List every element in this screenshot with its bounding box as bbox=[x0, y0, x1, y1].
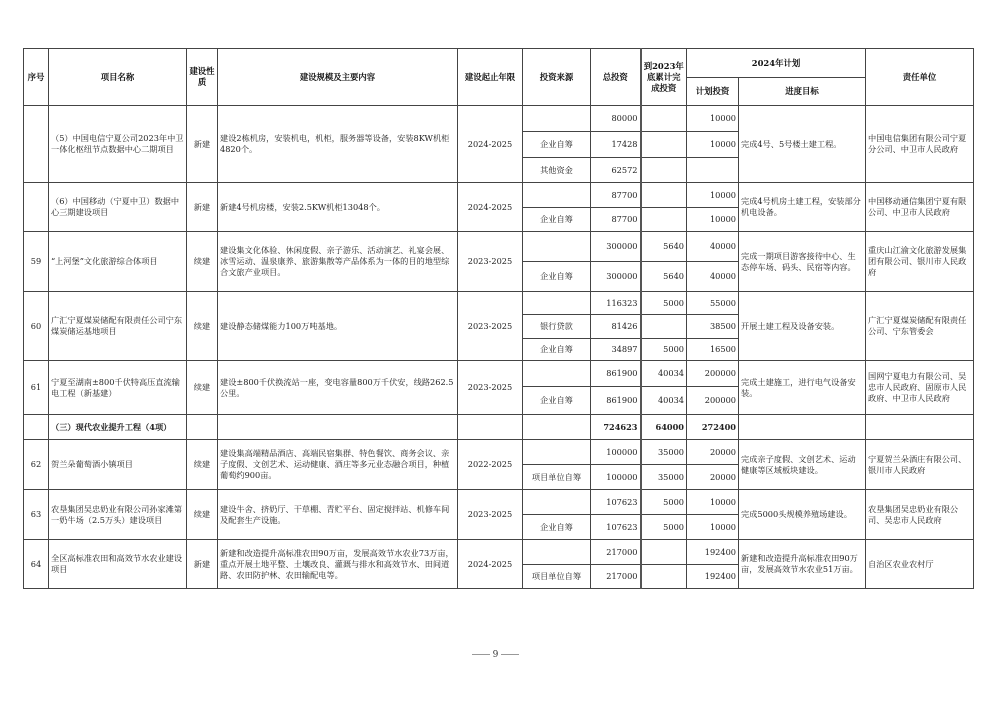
row-source bbox=[523, 183, 591, 208]
row-source bbox=[523, 232, 591, 262]
section-title: （三）现代农业提升工程（4项） bbox=[49, 415, 187, 440]
row-source: 银行贷款 bbox=[523, 315, 591, 339]
row-cumulative: 40034 bbox=[641, 361, 687, 387]
row-total: 62572 bbox=[591, 158, 641, 183]
row-plan: 10000 bbox=[687, 208, 739, 232]
section-row bbox=[24, 415, 974, 440]
row-cumulative bbox=[641, 208, 687, 232]
row-nature: 续建 bbox=[187, 361, 218, 415]
row-progress: 新建和改造提升高标准农田90万亩，发展高效节水农业51万亩。 bbox=[739, 540, 866, 589]
row-plan bbox=[687, 158, 739, 183]
page-number: 9 bbox=[492, 650, 499, 660]
row-cumulative: 5000 bbox=[641, 515, 687, 540]
row-source bbox=[523, 292, 591, 315]
row-total: 17428 bbox=[591, 132, 641, 158]
row-seq: 61 bbox=[24, 361, 49, 415]
row-progress: 开展土建工程及设备安装。 bbox=[739, 292, 866, 361]
row-total: 80000 bbox=[591, 106, 641, 132]
row-name: 农垦集团吴忠奶业有限公司孙家滩第一奶牛场（2.5万头）建设项目 bbox=[49, 490, 187, 540]
row-progress: 完成土建施工，进行电气设备安装。 bbox=[739, 361, 866, 415]
row-source: 项目单位自筹 bbox=[523, 465, 591, 490]
table-row bbox=[24, 440, 974, 465]
row-name: “上河堡”文化旅游综合体项目 bbox=[49, 232, 187, 292]
row-plan: 40000 bbox=[687, 232, 739, 262]
header-content: 建设规模及主要内容 bbox=[218, 49, 458, 106]
row-source: 企业自筹 bbox=[523, 515, 591, 540]
row-total: 81426 bbox=[591, 315, 641, 339]
row-total: 100000 bbox=[591, 465, 641, 490]
row-content: 建设2栋机房，安装机电，机柜，服务器等设备，安装8KW机柜4820个。 bbox=[218, 106, 458, 183]
row-progress: 完成4号机房土建工程，安装部分机电设备。 bbox=[739, 183, 866, 232]
row-total: 116323 bbox=[591, 292, 641, 315]
row-plan: 200000 bbox=[687, 361, 739, 387]
table-row bbox=[24, 490, 974, 515]
row-nature: 续建 bbox=[187, 490, 218, 540]
row-source: 其他资金 bbox=[523, 158, 591, 183]
row-plan: 200000 bbox=[687, 387, 739, 415]
header-plan-invest: 计划投资 bbox=[687, 78, 739, 106]
row-cumulative bbox=[641, 132, 687, 158]
row-plan: 10000 bbox=[687, 490, 739, 515]
table-row bbox=[24, 232, 974, 262]
row-plan: 55000 bbox=[687, 292, 739, 315]
row-period: 2023-2025 bbox=[458, 490, 523, 540]
row-plan: 10000 bbox=[687, 132, 739, 158]
row-source: 企业自筹 bbox=[523, 208, 591, 232]
section-total: 724623 bbox=[591, 415, 641, 440]
row-cumulative: 5000 bbox=[641, 292, 687, 315]
table-row bbox=[24, 292, 974, 315]
row-seq bbox=[24, 183, 49, 232]
row-total: 217000 bbox=[591, 565, 641, 589]
row-progress: 完成一期项目游客接待中心、生态停车场、码头、民宿等内容。 bbox=[739, 232, 866, 292]
row-name: （6）中国移动（宁夏中卫）数据中心三期建设项目 bbox=[49, 183, 187, 232]
row-source: 项目单位自筹 bbox=[523, 565, 591, 589]
row-plan: 10000 bbox=[687, 106, 739, 132]
row-nature: 续建 bbox=[187, 440, 218, 490]
row-total: 300000 bbox=[591, 232, 641, 262]
row-plan: 16500 bbox=[687, 339, 739, 361]
row-name: 全区高标准农田和高效节水农业建设项目 bbox=[49, 540, 187, 589]
header-name: 项目名称 bbox=[49, 49, 187, 106]
row-unit: 宁夏贺兰朵酒庄有限公司、银川市人民政府 bbox=[866, 440, 974, 490]
header-source: 投资来源 bbox=[523, 49, 591, 106]
row-nature: 续建 bbox=[187, 232, 218, 292]
row-unit: 国网宁夏电力有限公司、吴忠市人民政府、固原市人民政府、中卫市人民政府 bbox=[866, 361, 974, 415]
row-source: 企业自筹 bbox=[523, 387, 591, 415]
row-content: 建设牛舍、挤奶厅、干草棚、青贮平台、固定搅拌站、机修车间及配套生产设施。 bbox=[218, 490, 458, 540]
row-source: 企业自筹 bbox=[523, 339, 591, 361]
row-total: 861900 bbox=[591, 361, 641, 387]
header-unit: 责任单位 bbox=[866, 49, 974, 106]
header-nature: 建设性质 bbox=[187, 49, 218, 106]
row-nature: 新建 bbox=[187, 106, 218, 183]
header-period: 建设起止年限 bbox=[458, 49, 523, 106]
row-cumulative: 35000 bbox=[641, 440, 687, 465]
row-plan: 10000 bbox=[687, 515, 739, 540]
row-total: 107623 bbox=[591, 515, 641, 540]
row-source bbox=[523, 490, 591, 515]
page-footer bbox=[0, 650, 991, 660]
table-row bbox=[24, 106, 974, 132]
row-plan: 192400 bbox=[687, 565, 739, 589]
header-plan2024: 2024年计划 bbox=[687, 49, 866, 78]
row-name: 贺兰朵葡萄酒小镇项目 bbox=[49, 440, 187, 490]
row-cumulative bbox=[641, 106, 687, 132]
row-total: 100000 bbox=[591, 440, 641, 465]
row-seq: 62 bbox=[24, 440, 49, 490]
row-source bbox=[523, 106, 591, 132]
row-cumulative bbox=[641, 565, 687, 589]
row-cumulative: 5640 bbox=[641, 262, 687, 292]
row-progress: 完成4号、5号楼土建工程。 bbox=[739, 106, 866, 183]
row-cumulative: 5000 bbox=[641, 339, 687, 361]
row-plan: 40000 bbox=[687, 262, 739, 292]
header-seq: 序号 bbox=[24, 49, 49, 106]
row-plan: 38500 bbox=[687, 315, 739, 339]
row-cumulative bbox=[641, 158, 687, 183]
footer-dash-left bbox=[472, 654, 490, 655]
row-plan: 192400 bbox=[687, 540, 739, 565]
row-unit: 重庆山江渝文化旅游发展集团有限公司、银川市人民政府 bbox=[866, 232, 974, 292]
row-source: 企业自筹 bbox=[523, 262, 591, 292]
row-cumulative: 40034 bbox=[641, 387, 687, 415]
table-row bbox=[24, 540, 974, 565]
row-cumulative: 5000 bbox=[641, 490, 687, 515]
row-period: 2024-2025 bbox=[458, 540, 523, 589]
row-total: 300000 bbox=[591, 262, 641, 292]
row-source: 企业自筹 bbox=[523, 132, 591, 158]
header-total: 总投资 bbox=[591, 49, 641, 106]
row-period: 2024-2025 bbox=[458, 106, 523, 183]
row-period: 2024-2025 bbox=[458, 183, 523, 232]
section-cumulative: 64000 bbox=[641, 415, 687, 440]
row-period: 2023-2025 bbox=[458, 292, 523, 361]
row-cumulative bbox=[641, 183, 687, 208]
row-cumulative: 35000 bbox=[641, 465, 687, 490]
row-nature: 新建 bbox=[187, 183, 218, 232]
row-nature: 新建 bbox=[187, 540, 218, 589]
row-total: 107623 bbox=[591, 490, 641, 515]
section-plan: 272400 bbox=[687, 415, 739, 440]
row-seq: 59 bbox=[24, 232, 49, 292]
row-source bbox=[523, 540, 591, 565]
header-progress: 进度目标 bbox=[739, 78, 866, 106]
row-total: 861900 bbox=[591, 387, 641, 415]
row-content: 建设±800千伏换流站一座，变电容量800万千伏安，线路262.5公里。 bbox=[218, 361, 458, 415]
row-progress: 完成5000头规模养殖场建设。 bbox=[739, 490, 866, 540]
row-progress: 完成亲子度假、文创艺术、运动健康等区域板块建设。 bbox=[739, 440, 866, 490]
row-unit: 广汇宁夏煤炭储配有限责任公司、宁东管委会 bbox=[866, 292, 974, 361]
row-unit: 中国电信集团有限公司宁夏分公司、中卫市人民政府 bbox=[866, 106, 974, 183]
header-cumulative: 到2023年底累计完成投资 bbox=[641, 49, 687, 106]
row-name: （5）中国电信宁夏公司2023年中卫一体化枢纽节点数据中心二期项目 bbox=[49, 106, 187, 183]
row-unit: 中国移动通信集团宁夏有限公司、中卫市人民政府 bbox=[866, 183, 974, 232]
row-content: 新建4号机房楼，安装2.5KW机柜13048个。 bbox=[218, 183, 458, 232]
row-total: 217000 bbox=[591, 540, 641, 565]
table-row bbox=[24, 183, 974, 208]
row-total: 87700 bbox=[591, 208, 641, 232]
row-content: 建设集文化体验、休闲度假、亲子游乐、活动演艺、礼宴会展、冰雪运动、温泉康养、旅游集散等产品体系为一体的目的地型综合文旅产业项目。 bbox=[218, 232, 458, 292]
row-total: 34897 bbox=[591, 339, 641, 361]
row-cumulative: 5640 bbox=[641, 232, 687, 262]
row-seq: 64 bbox=[24, 540, 49, 589]
row-source bbox=[523, 440, 591, 465]
row-seq bbox=[24, 106, 49, 183]
row-content: 新建和改造提升高标准农田90万亩，发展高效节水农业73万亩，重点开展土地平整、土壤改良、灌溉与排水和高效节水、田间道路、农田防护林、农田输配电等。 bbox=[218, 540, 458, 589]
row-name: 宁夏至湖南±800千伏特高压直流输电工程（新基建） bbox=[49, 361, 187, 415]
row-period: 2022-2025 bbox=[458, 440, 523, 490]
row-source bbox=[523, 361, 591, 387]
row-unit: 农垦集团吴忠奶业有限公司、吴忠市人民政府 bbox=[866, 490, 974, 540]
row-name: 广汇宁夏煤炭储配有限责任公司宁东煤炭储运基地项目 bbox=[49, 292, 187, 361]
row-total: 87700 bbox=[591, 183, 641, 208]
project-table bbox=[23, 48, 974, 589]
table-row bbox=[24, 361, 974, 387]
row-content: 建设静态储煤能力100万吨基地。 bbox=[218, 292, 458, 361]
row-plan: 20000 bbox=[687, 440, 739, 465]
row-content: 建设集高端精品酒店、高端民宿集群、特色餐饮、商务会议、亲子度假、文创艺术、运动健康、酒庄等多元业态融合项目，种植葡萄约900亩。 bbox=[218, 440, 458, 490]
footer-dash-right bbox=[501, 654, 519, 655]
row-seq: 60 bbox=[24, 292, 49, 361]
row-seq: 63 bbox=[24, 490, 49, 540]
row-period: 2023-2025 bbox=[458, 232, 523, 292]
row-plan: 10000 bbox=[687, 183, 739, 208]
row-unit: 自治区农业农村厅 bbox=[866, 540, 974, 589]
row-nature: 续建 bbox=[187, 292, 218, 361]
row-cumulative bbox=[641, 540, 687, 565]
row-plan: 20000 bbox=[687, 465, 739, 490]
row-period: 2023-2025 bbox=[458, 361, 523, 415]
row-cumulative bbox=[641, 315, 687, 339]
